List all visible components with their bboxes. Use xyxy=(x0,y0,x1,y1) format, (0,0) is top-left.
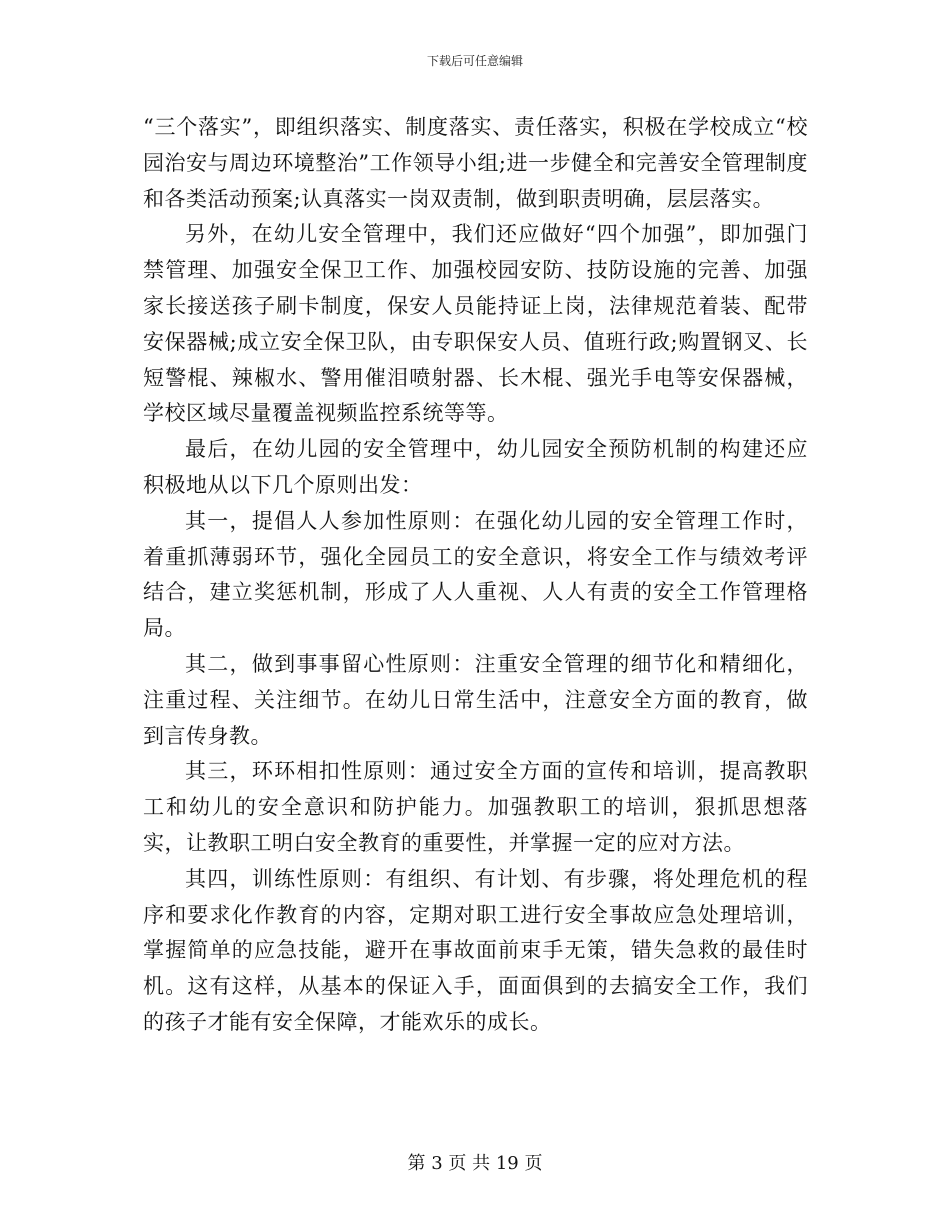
page-number-footer: 第 3 页 共 19 页 xyxy=(407,1153,543,1174)
paragraph-4: 其一，提倡人人参加性原则：在强化幼儿园的安全管理工作时，着重抓薄弱环节，强化全园员工的安全意识，将安全工作与绩效考评结合，建立奖惩机制，形成了人人重视、人人有责的安全工作管理格局。 xyxy=(143,508,808,641)
paragraph-2: 另外，在幼儿安全管理中，我们还应做好“四个加强”，即加强门禁管理、加强安全保卫工作、加强校园安防、技防设施的完善、加强家长接送孩子刷卡制度，保安人员能持证上岗，法律规范着装、配带安保器械;成立安全保卫队，由专职保安人员、值班行政;购置钢叉、长短警棍、辣椒水、警用催泪喷射器、长木棍、强光手电等安保器械，学校区域尽量覆盖视频监控系统等等。 xyxy=(143,222,808,426)
paragraph-1: “三个落实”，即组织落实、制度落实、责任落实，积极在学校成立“校园治安与周边环境整治”工作领导小组;进一步健全和完善安全管理制度和各类活动预案;认真落实一岗双责制，做到职责明确，层层落实。 xyxy=(143,115,808,211)
paragraph-3: 最后，在幼儿园的安全管理中，幼儿园安全预防机制的构建还应积极地从以下几个原则出发： xyxy=(143,437,808,497)
paragraph-7: 其四，训练性原则：有组织、有计划、有步骤，将处理危机的程序和要求化作教育的内容，定期对职工进行安全事故应急处理培训，掌握简单的应急技能，避开在事故面前束手无策，错失急救的最佳时机。这有这样，从基本的保证入手，面面俱到的去搞安全工作，我们的孩子才能有安全保障，才能欢乐的成长。 xyxy=(143,866,808,1034)
document-body xyxy=(143,110,808,1041)
paragraph-5: 其二，做到事事留心性原则：注重安全管理的细节化和精细化，注重过程、关注细节。在幼儿日常生活中，注意安全方面的教育，做到言传身教。 xyxy=(143,651,808,748)
paragraph-6: 其三，环环相扣性原则：通过安全方面的宣传和培训，提高教职工和幼儿的安全意识和防护能力。加强教职工的培训，狠抓思想落实，让教职工明白安全教育的重要性，并掌握一定的应对方法。 xyxy=(143,759,808,855)
page-header: 下载后可任意编辑 xyxy=(426,54,523,68)
